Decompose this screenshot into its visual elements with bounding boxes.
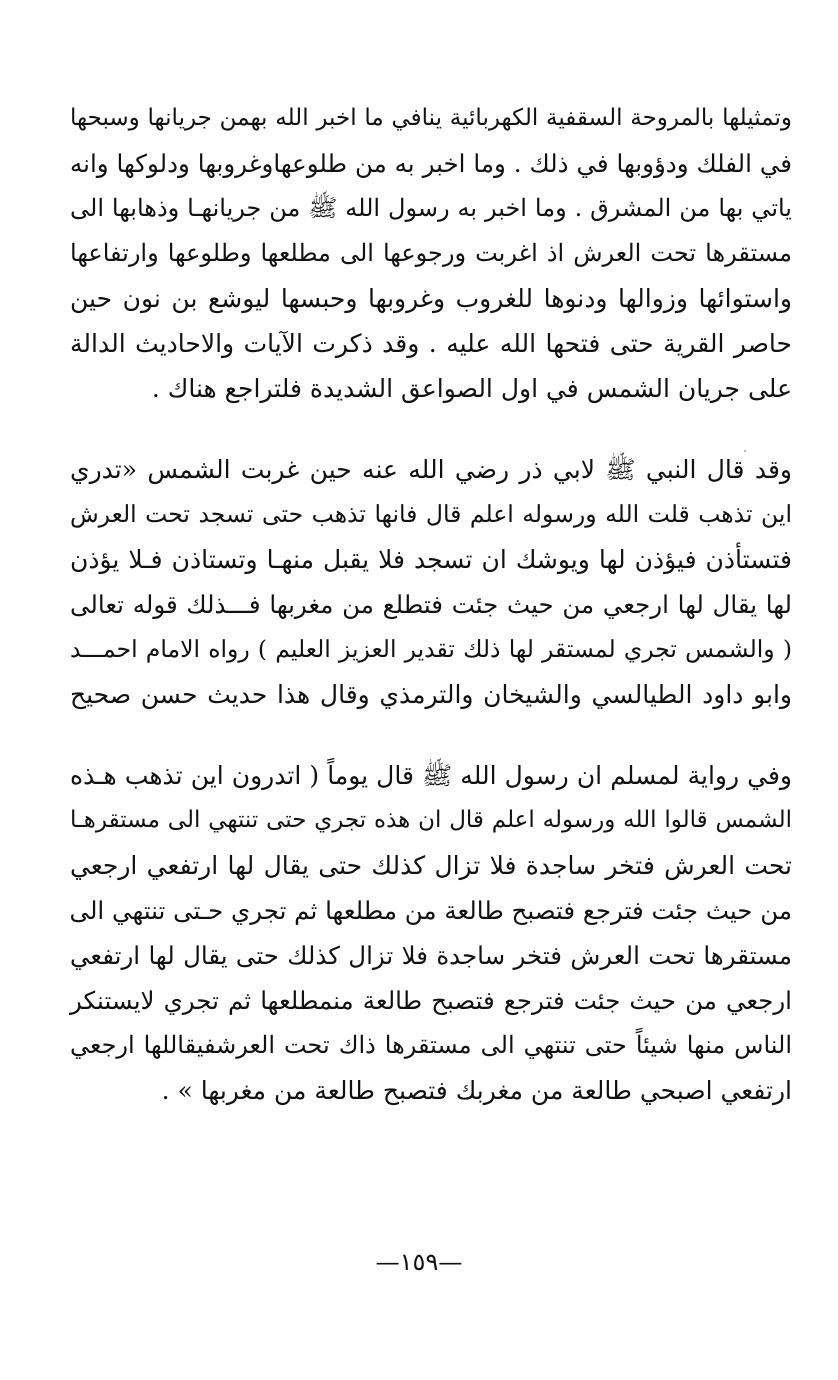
- paragraph-1: [70, 96, 792, 411]
- text-line: فتستأذن فيؤذن لها ويوشك ان تسجد فلا يقبل منهـا وتستاذن فـلا يؤذن: [70, 545, 792, 574]
- text-line: وتمثيلها بالمروحة السقفية الكهربائية ينافي ما اخبر الله بهمن جريانها وسبحها: [70, 105, 792, 131]
- text-line: مستقرها تحت العرش اذ اغربت ورجوعها الى مطلعها وطلوعها وارتفاعها: [70, 239, 792, 267]
- text-line: ارتفعي اصبحي طالعة من مغربك فتصبح طالعة من مغربها » .: [161, 1076, 792, 1105]
- text-line: وابو داود الطيالسي والشيخان والترمذي وقال هذا حديث حسن صحيح: [70, 680, 792, 709]
- paragraph-3: [70, 753, 792, 1113]
- text-line: ( والشمس تجري لمستقر لها ذلك تقدير العزيز العليم ) رواه الامام احمـــد: [70, 635, 792, 663]
- text-line: ياتي بها من المشرق . وما اخبر به رسول الله ﷺ من جريانهـا وذهابها الى: [70, 194, 792, 222]
- text-line: الناس منها شيئاً حتى تنتهي الى مستقرها ذاك تحت العرشفيقاللها ارجعي: [70, 1031, 792, 1059]
- text-line: الشمس قالوا الله ورسوله اعلم قال ان هذه تجري حتى تنتهي الى مستقرهـا: [70, 807, 792, 833]
- scan-speck: [744, 450, 746, 452]
- text-line: حاصر القرية حتى فتحها الله عليه . وقد ذكرت الآيات والاحاديث الدالة: [70, 329, 792, 358]
- text-line: مستقرها تحت العرش فتخر ساجدة فلا تزال كذلك حتى يقال لها ارتفعي: [70, 941, 792, 970]
- text-line: تحت العرش فتخر ساجدة فلا تزال كذلك حتى يقال لها ارتفعي ارجعي: [70, 851, 792, 880]
- text-line: لها يقال لها ارجعي من حيث جئت فتطلع من مغربها فـــذلك قوله تعالى: [70, 590, 792, 619]
- text-line: على جريان الشمس في اول الصواعق الشديدة فلتراجع هناك .: [151, 374, 792, 403]
- text-line: اين تذهب قلت الله ورسوله اعلم قال فانها تذهب حتى تسجد تحت العرش: [70, 500, 792, 528]
- text-line: وفي رواية لمسلم ان رسول الله ﷺ قال يوماً ( اتدرون اين تذهب هـذه: [70, 761, 792, 790]
- page-body: [70, 96, 792, 1113]
- paragraph-2: [70, 447, 792, 717]
- paragraph-gap: [70, 717, 792, 753]
- page-number: —١٥٩—: [375, 1248, 463, 1276]
- text-line: في الفلك ودؤوبها في ذلك . وما اخبر به من طلوعهاوغروبها ودلوكها وانه: [70, 149, 792, 178]
- text-line: ارجعي من حيث جئت فترجع فتصبح طالعة منمطلعها ثم تجري لايستنكر: [70, 986, 792, 1015]
- text-line: وقد قال النبي ﷺ لابي ذر رضي الله عنه حين غربت الشمس «تدري: [70, 455, 792, 484]
- text-line: من حيث جئت فترجع فتصبح طالعة من مطلعها ثم تجري حـتى تنتهي الى: [69, 896, 792, 925]
- text-line: واستوائها وزوالها ودنوها للغروب وغروبها وحبسها ليوشع بن نون حين: [70, 284, 792, 313]
- paragraph-gap: [70, 411, 792, 447]
